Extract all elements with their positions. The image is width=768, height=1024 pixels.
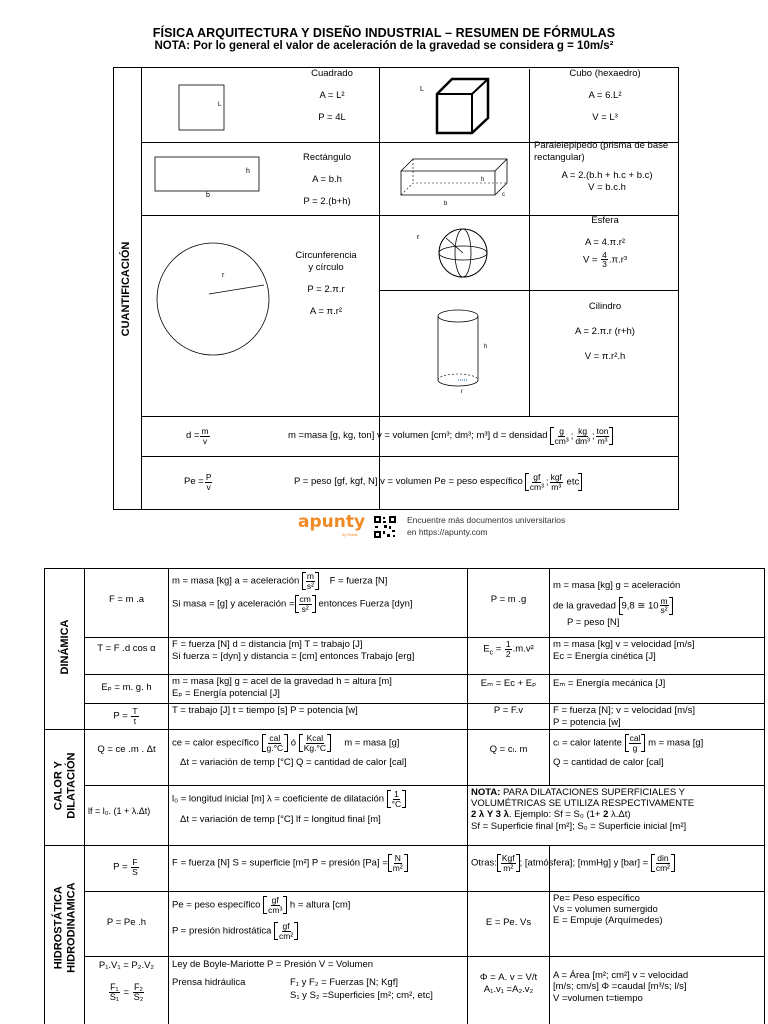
cube-side-label: L xyxy=(420,86,424,93)
circle-area: A = π.r² xyxy=(309,305,343,317)
rectangle-h-label: h xyxy=(246,168,250,175)
cube-name: Cubo (hexaedro) xyxy=(569,68,641,79)
square-figure xyxy=(178,84,228,134)
cylinder-r-label: r xyxy=(461,389,463,395)
weight-formula: P = m .g xyxy=(490,594,527,605)
cube-volume: V = L³ xyxy=(592,111,618,123)
apunty-tagline[interactable] xyxy=(407,514,565,539)
section-label-hidrostatica: HIDROSTÁTICA HIDRODINAMICA xyxy=(52,882,77,973)
power-velocity-description: F = fuerza [N]; v = velocidad [m/s] P = potencia [w] xyxy=(553,705,696,728)
pressure-description: F = fuerza [N] S = superficie [m²] P = presión [Pa] = $\frac{N}{\text{m²}}$ xyxy=(169,853,467,873)
latent-heat-description: cₗ = calor latente $\frac{\text{cal}}{g}$ m = masa [g] Q = cantidad de calor [cal] xyxy=(553,733,704,768)
boyle-formula: P₁.V₁ = P₂.V₂ xyxy=(98,960,155,971)
rectangle-name: Rectángulo xyxy=(302,152,352,163)
boyle-hydraulic-description: Ley de Boyle-Mariotte P = Presión V = Volumen Prensa hidráulica F₁ y F₂ = Fuerzas [N; Kgf] S₁ y S₂ =Superficies [m²; cm², etc] xyxy=(172,959,433,1001)
work-formula: T = F .d cos α xyxy=(97,643,156,654)
cube-area: A = 6.L² xyxy=(588,89,622,101)
apunty-logo[interactable] xyxy=(298,512,368,538)
cylinder-volume: V = π.r².h xyxy=(584,350,626,362)
hydraulic-press-formula: $\frac{\text{F₁}}{\text{S₁}}$ = $\frac{\text{F₂}}{\text{S₂}}$ xyxy=(109,982,144,1002)
power-description: T = trabajo [J] t = tiempo [s] P = potencia [w] xyxy=(172,705,358,716)
latent-heat-formula: Q = cₗ. m xyxy=(489,744,528,755)
prism-c-label: c xyxy=(502,192,505,198)
apunty-url-link[interactable]: en https://apunty.com xyxy=(407,527,488,538)
quantification-table xyxy=(113,67,679,510)
heat-description: ce = calor específico $\frac{\text{cal}}{g.^\circ C}$ ó $\frac{\text{Kcal}}{Kg.^\circ C}$ m = masa [g] Δt = variación de temp [°C] Q = cantidad de calor [cal] xyxy=(172,733,407,768)
dilatation-formula: lf = l₀. (1 + λ.Δt) xyxy=(88,806,151,816)
rectangle-area: A = b.h xyxy=(312,173,342,185)
dilatation-note: NOTA: PARA DILATACIONES SUPERFICIALES Y VOLUMÉTRICAS SE UTILIZA RESPECTIVAMENTE 2 λ Y 3 λ. Ejemplo: Sf = S₀ (1+ 2 λ.Δt) Sf = Superficie final [m²]; S₀ = Superficie inicial [m²] xyxy=(471,787,695,832)
sphere-radius-label: r xyxy=(417,234,420,241)
hydrostatic-description: Pe = peso específico $\frac{gf}{\text{cm³}}$ h = altura [cm] P = presión hidrostática $\frac{gf}{\text{cm²}}$ xyxy=(172,895,351,941)
circle-radius-label: r xyxy=(222,272,225,279)
cube-figure xyxy=(434,76,494,136)
rectangle-figure xyxy=(154,156,264,196)
kinetic-energy-description: m = masa [kg] v = velocidad [m/s] Eс = Energía cinética [J] xyxy=(553,639,695,662)
apunty-logo-sub: by Rubik xyxy=(342,532,358,537)
dilatation-description: l₀ = longitud inicial [m] λ = coeficiente de dilatación $\frac{1}{^\circ C}$ Δt = variación de temp [°C] lf = longitud final [m] xyxy=(169,789,467,827)
specific-weight-description: P = peso [gf, kgf, N] v = volumen Pe = peso específico $\frac{gf}{\text{cm³}}$ ; $\frac{\text{kgf}}{\text{m³}}$ etc xyxy=(294,464,678,500)
prism-name: Paralelepipedo (prisma de base rectangular) xyxy=(534,140,669,163)
newton-formula: F = m .a xyxy=(108,594,145,605)
apunty-tagline-line1: Encuentre más documentos universitarios xyxy=(407,515,566,525)
circle-name-2: y círculo xyxy=(308,261,344,273)
buoyancy-description: Pe= Peso específico Vs = volumen sumergido E = Empuje (Arquímedes) xyxy=(553,893,663,926)
pressure-units-other: Otras: $\frac{\text{Kgf}}{\text{m²}}$ ; [atmósfera]; [mmHg] y [bar] = $\frac{\text{din}}{\text{cm²}}$ xyxy=(468,853,765,873)
buoyancy-formula: E = Pe. Vs xyxy=(485,917,532,928)
cylinder-name: Cilindro xyxy=(588,301,622,312)
flow-formula: Φ = A. v = V/t A₁.v₁ =A₂.v₂ xyxy=(479,972,538,995)
weight-description: m = masa [kg] g = aceleración de la gravedad 9,8 ≅ 10 $\frac{m}{\text{s²}}$ P = peso [N] xyxy=(553,580,681,628)
newton-description: m = masa [kg] a = aceleración $\frac{m}{\text{s²}}$ F = fuerza [N] Si masa = [g] y aceleración = $\frac{cm}{\text{s²}}$ entonces Fuerza [dyn] xyxy=(172,571,413,614)
section-label-cuantificacion: CUANTIFICACIÓN xyxy=(120,241,132,337)
heat-formula: Q = ce .m . Δt xyxy=(97,744,156,755)
power-formula: P = $\frac{T}{t}$ xyxy=(113,706,138,726)
mechanical-energy-description: Eₘ = Energía mecánica [J] xyxy=(553,678,666,689)
square-side-label: L xyxy=(218,102,222,108)
square-perimeter: P = 4L xyxy=(318,111,346,123)
section-label-dinamica: DINÁMICA xyxy=(59,619,71,675)
sphere-name: Esfera xyxy=(591,215,619,226)
prism-figure xyxy=(399,157,511,202)
square-area: A = L² xyxy=(319,89,345,101)
square-name: Cuadrado xyxy=(311,68,353,79)
work-description: F = fuerza [N] d = distancia [m] T = trabajo [J] Si fuerza = [dyn] y distancia = [cm] entonces Trabajo [erg] xyxy=(172,639,415,662)
cylinder-area: A = 2.π.r (r+h) xyxy=(575,325,635,337)
sphere-volume: V = $\frac{4}{3}$ .π.r³ xyxy=(582,249,628,270)
page-title: FÍSICA ARQUITECTURA Y DISEÑO INDUSTRIAL – RESUMEN DE FÓRMULAS xyxy=(152,26,616,40)
sphere-area: A = 4.π.r² xyxy=(584,236,626,248)
pressure-formula: P = $\frac{F}{S}$ xyxy=(113,857,138,877)
flow-description: A = Área [m²; cm²] v = velocidad [m/s; cm/s] Φ =caudal [m³/s; l/s] V =volumen t=tiempo xyxy=(553,970,689,1004)
formulas-table xyxy=(44,568,765,1024)
circle-name: Circunferencia xyxy=(295,250,357,261)
sphere-figure xyxy=(432,226,492,282)
potential-energy-formula: Eₚ = m. g. h xyxy=(101,682,152,693)
prism-b-label: b xyxy=(444,201,448,207)
hydrostatic-formula: P = Pe .h xyxy=(106,917,147,928)
mechanical-energy-formula: Eₘ = Eс + Eₚ xyxy=(480,678,537,689)
apunty-logo-text: apunty xyxy=(298,512,366,532)
specific-weight-formula: Pe = $\frac{P}{v}$ xyxy=(184,472,212,492)
density-formula: d = $\frac{m}{v}$ xyxy=(186,426,209,446)
cylinder-figure xyxy=(434,308,484,392)
prism-h-label: h xyxy=(481,177,485,183)
power-velocity-formula: P = F.v xyxy=(493,705,524,716)
circle-perimeter: P = 2.π.r xyxy=(307,283,345,295)
rectangle-perimeter: P = 2.(b+h) xyxy=(303,195,351,207)
circle-figure xyxy=(154,240,274,360)
prism-volume: V = b.c.h xyxy=(588,181,626,193)
cylinder-h-label: h xyxy=(484,344,488,350)
prism-area: A = 2.(b.h + h.c + b.c) xyxy=(561,169,653,181)
qr-code-icon xyxy=(374,516,396,538)
section-label-calor-dilatacion: CALOR Y DILATACIÓN xyxy=(52,752,77,819)
rectangle-b-label: b xyxy=(206,192,210,199)
kinetic-energy-formula: $E_c$ = $\frac{1}{2}$ .m.v² xyxy=(483,639,534,659)
density-description: m =masa [g, kg, ton] v = volumen [cm³; dm³; m³] d = densidad $\frac{g}{\text{cm³}}$ ; $\frac{kg}{\text{dm³}}$ ; $\frac{\text{ton}}{\text{m³}}$ xyxy=(288,421,678,451)
potential-energy-description: m = masa [kg] g = acel de la gravedad h = altura [m] Eₚ = Energía potencial [J] xyxy=(172,676,392,699)
gravity-note: NOTA: Por lo general el valor de aceleración de la gravedad se considera g = 10m/s² xyxy=(154,40,614,52)
